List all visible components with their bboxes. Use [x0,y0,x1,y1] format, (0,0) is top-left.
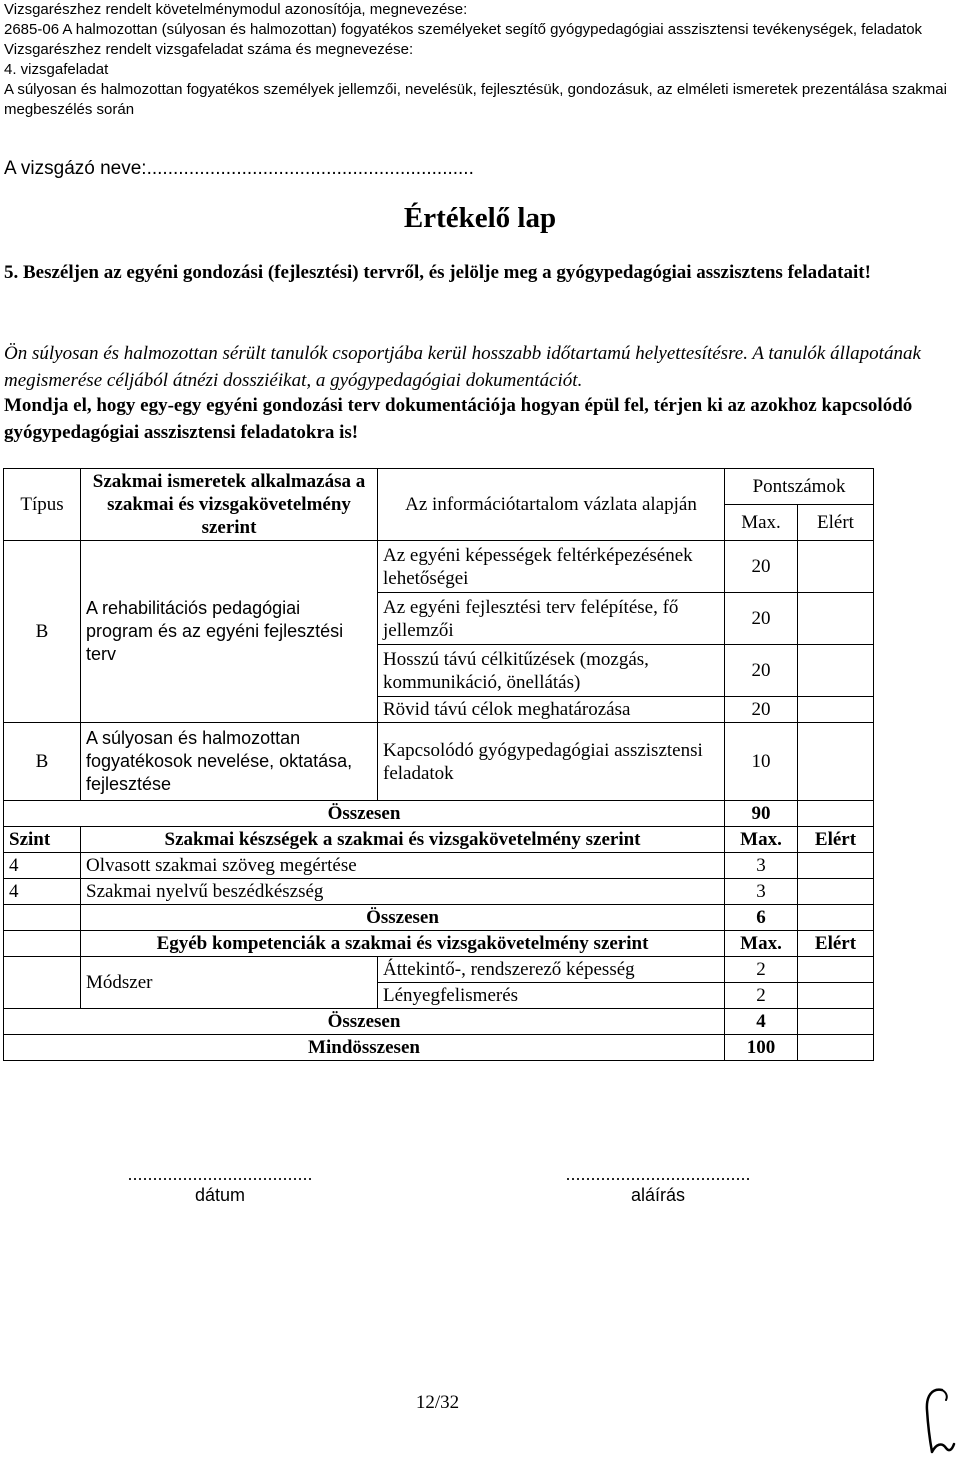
method-item: Áttekintő-, rendszerező képesség [378,957,725,983]
signature-dots: ..................................... [565,1164,751,1184]
content-item: Hosszú távú célkitűzések (mozgás, kommunikáció, önellátás) [378,645,725,697]
total-row [4,1009,874,1035]
grand-total-achieved[interactable] [798,1035,874,1061]
table-row [4,541,874,593]
empty-cell [4,957,81,1009]
handwritten-initial-icon [922,1386,958,1456]
table-row [4,957,874,983]
grand-total-max: 100 [725,1035,798,1061]
table-row [4,723,874,801]
header-line-1: Vizsgarészhez rendelt követelménymodul azonosítója, megnevezése: [4,1,468,18]
empty-cell [4,905,81,931]
achieved-points[interactable] [798,723,874,801]
candidate-name-line: A vizsgázó neve:.............................................................. [4,158,474,179]
empty-cell [4,931,81,957]
table-row [4,853,874,879]
skill-text: Szakmai nyelvű beszédkészség [81,879,725,905]
signature-block [524,1164,792,1206]
skills-achieved-header: Elért [798,827,874,853]
total-achieved[interactable] [798,905,874,931]
grand-total-row [4,1035,874,1061]
max-points: 3 [725,879,798,905]
content-item: Az egyéni fejlesztési terv felépítése, fő jellemzői [378,593,725,645]
header-line-2: 2685-06 A halmozottan (súlyosan és halmozottan) fogyatékos személyeket segítő gyógypedagógiai asszisztensi tevékenységek, feladatok [4,21,923,38]
max-points: 20 [725,697,798,723]
achieved-points[interactable] [798,541,874,593]
task-instruction: Mondja el, hogy egy-egy egyéni gondozási terv dokumentációja hogyan épül fel, térjen ki az azokhoz kapcsolódó gyógypedagógiai asszisztensi feladatokra is! [4,395,913,443]
total-label: Összesen [4,1009,725,1035]
other-achieved-header: Elért [798,931,874,957]
row-type: B [4,541,81,723]
other-max-header: Max. [725,931,798,957]
max-points: 2 [725,957,798,983]
skills-header-row [4,827,874,853]
achieved-points[interactable] [798,957,874,983]
date-label: dátum [194,1185,246,1205]
total-max: 6 [725,905,798,931]
content-header: Az információtartalom vázlata alapján [378,469,725,541]
other-competencies-header: Egyéb kompetenciák a szakmai és vizsgakövetelmény szerint [81,931,725,957]
document-header [4,0,954,120]
achieved-points[interactable] [798,697,874,723]
total-row [4,905,874,931]
achieved-points[interactable] [798,879,874,905]
signature-label: aláírás [630,1185,686,1205]
total-label: Összesen [4,801,725,827]
level-header: Szint [4,827,81,853]
header-line-4: 4. vizsgafeladat [4,61,109,78]
total-achieved[interactable] [798,801,874,827]
max-points: 20 [725,541,798,593]
row-topic: A súlyosan és halmozottan fogyatékosok nevelése, oktatása, fejlesztése [81,723,378,801]
points-header: Pontszámok [725,469,874,505]
skill-text: Olvasott szakmai szöveg megértése [81,853,725,879]
max-points: 20 [725,645,798,697]
type-header: Típus [4,469,81,541]
task-statement: 5. Beszéljen az egyéni gondozási (fejlesztési) tervről, és jelölje meg a gyógypedagógiai asszisztens feladatait! [4,262,871,283]
grand-total-label: Mindösszesen [4,1035,725,1061]
skill-level: 4 [4,853,81,879]
table-header-row [4,469,874,505]
total-max: 90 [725,801,798,827]
other-header-row [4,931,874,957]
evaluation-table [3,468,874,1061]
content-item: Rövid távú célok meghatározása [378,697,725,723]
scenario-intro: Ön súlyosan és halmozottan sérült tanulók csoportjába kerül hosszabb időtartamú helyettesítésre. A tanulók állapotának megismerése céljából átnézi dossziéikat, a gyógypedagógiai dokumentációt. [4,343,921,391]
row-type: B [4,723,81,801]
total-achieved[interactable] [798,1009,874,1035]
method-label: Módszer [81,957,378,1009]
row-topic: A rehabilitációs pedagógiai program és az egyéni fejlesztési terv [81,541,378,723]
page-number: 12/32 [415,1392,460,1413]
max-points: 3 [725,853,798,879]
content-item: Az egyéni képességek feltérképezésének lehetőségei [378,541,725,593]
achieved-points[interactable] [798,983,874,1009]
achieved-points[interactable] [798,593,874,645]
header-line-5: A súlyosan és halmozottan fogyatékos személyek jellemzői, nevelésük, fejlesztésük, gondozásuk, az elméleti ismeretek prezentálása szakmai megbeszélés során [4,81,947,118]
skills-max-header: Max. [725,827,798,853]
achieved-points[interactable] [798,645,874,697]
total-max: 4 [725,1009,798,1035]
total-label: Összesen [81,905,725,931]
total-row [4,801,874,827]
page-title: Értékelő lap [403,202,557,234]
max-points: 2 [725,983,798,1009]
achieved-header: Elért [798,505,874,541]
header-line-3: Vizsgarészhez rendelt vizsgafeladat száma és megnevezése: [4,41,414,58]
method-item: Lényegfelismerés [378,983,725,1009]
date-dots: ..................................... [127,1164,313,1184]
knowledge-header: Szakmai ismeretek alkalmazása a szakmai és vizsgakövetelmény szerint [81,469,378,541]
table-row [4,879,874,905]
content-item: Kapcsolódó gyógypedagógiai asszisztensi feladatok [378,723,725,801]
max-header: Max. [725,505,798,541]
achieved-points[interactable] [798,853,874,879]
date-signature-block [86,1164,354,1206]
skills-header: Szakmai készségek a szakmai és vizsgakövetelmény szerint [81,827,725,853]
skill-level: 4 [4,879,81,905]
max-points: 20 [725,593,798,645]
max-points: 10 [725,723,798,801]
